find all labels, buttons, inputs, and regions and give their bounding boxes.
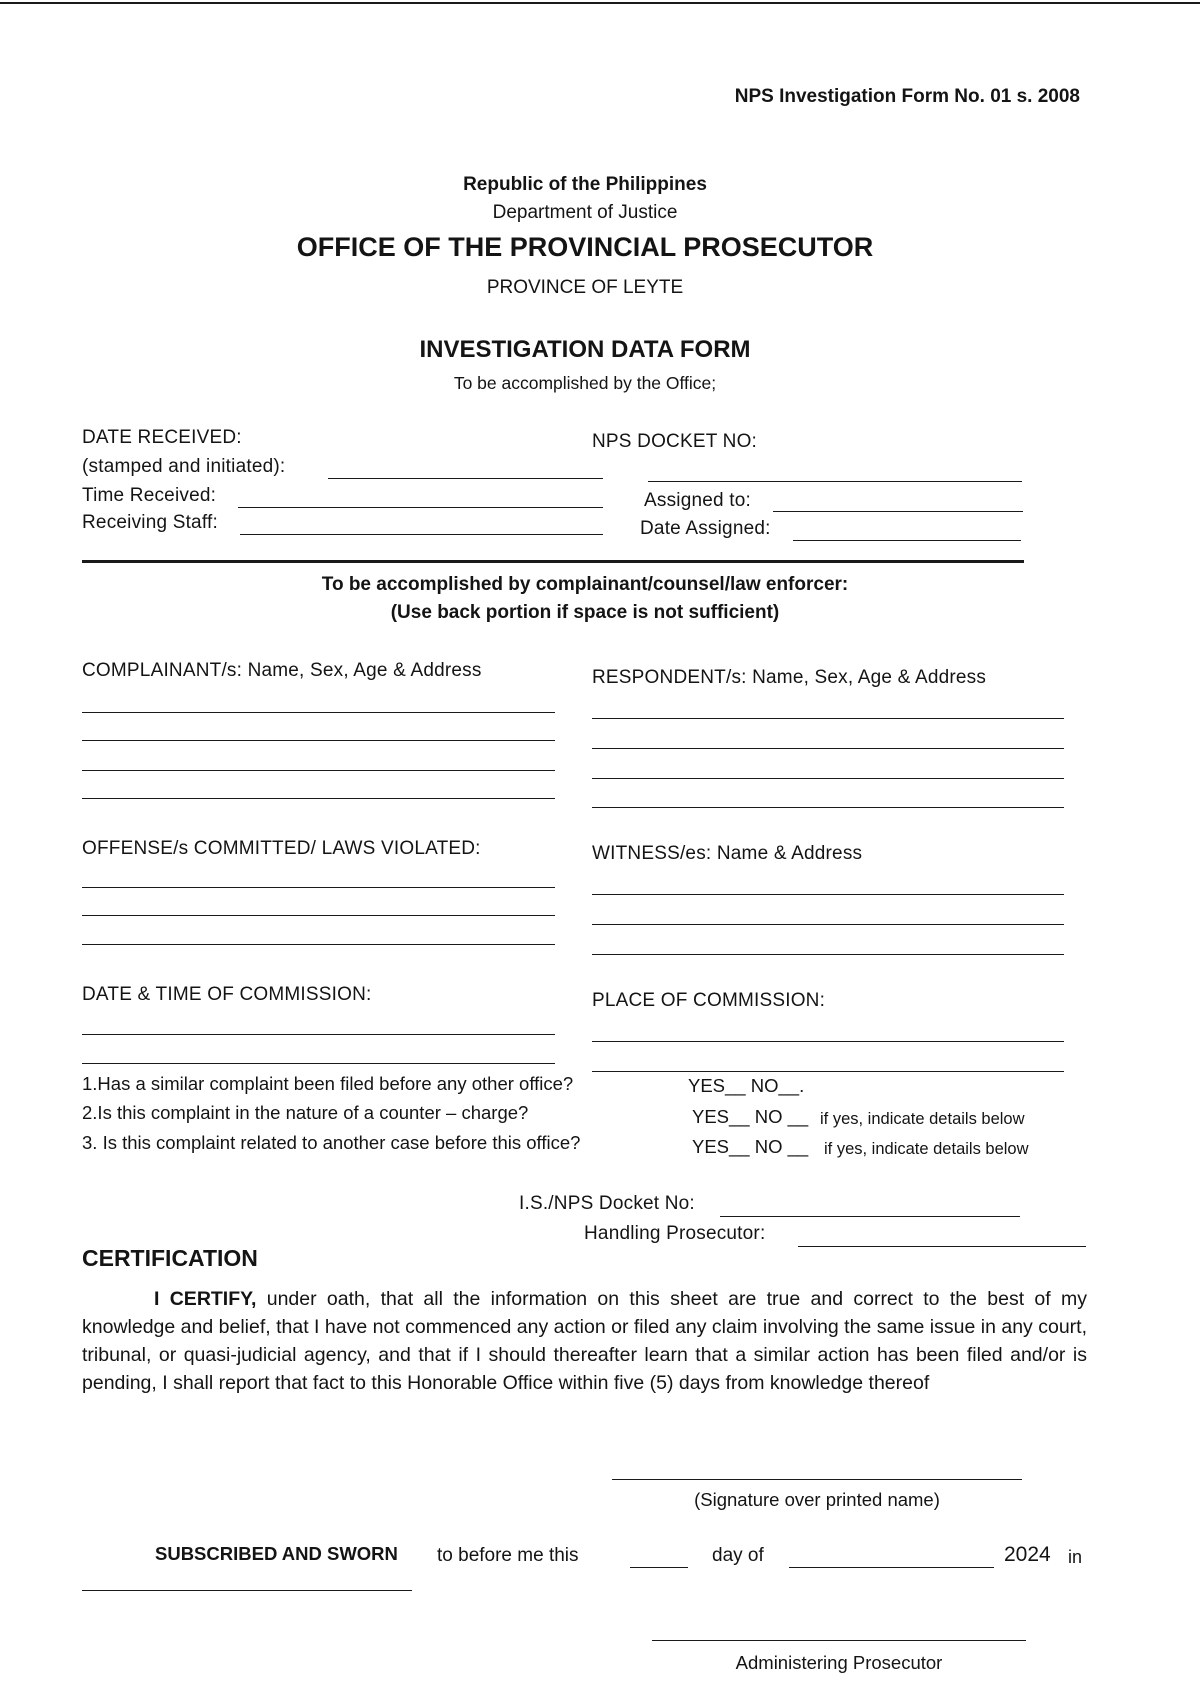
date-received-label: DATE RECEIVED: [82,427,242,448]
complainant-note: To be accomplished by complainant/counsel/law enforcer: [321,574,849,595]
offense-label: OFFENSE/s COMMITTED/ LAWS VIOLATED: [82,838,481,859]
header-office: OFFICE OF THE PROVINCIAL PROSECUTOR [296,232,874,262]
respondent-line-4[interactable] [592,807,1064,808]
question-3: 3. Is this complaint related to another case before this office? [82,1132,581,1153]
back-portion-note: (Use back portion if space is not sufficient) [390,602,780,623]
complainant-line-1[interactable] [82,712,555,713]
respondent-label: RESPONDENT/s: Name, Sex, Age & Address [592,667,987,688]
question-3-note: if yes, indicate details below [824,1140,1029,1158]
respondent-line-3[interactable] [592,778,1064,779]
subscribed-year: 2024 [1004,1543,1051,1566]
question-2: 2.Is this complaint in the nature of a counter – charge? [82,1102,529,1123]
question-1-answer[interactable]: YES__ NO__. [688,1075,805,1096]
date-time-line-1[interactable] [82,1034,555,1035]
offense-line-2[interactable] [82,915,555,916]
question-2-note: if yes, indicate details below [820,1110,1025,1128]
header-department: Department of Justice [492,202,678,223]
question-1: 1.Has a similar complaint been filed before any other office? [82,1073,574,1094]
is-docket-line[interactable] [720,1216,1020,1217]
certification-body [82,1285,1087,1397]
certification-heading: CERTIFICATION [82,1245,258,1271]
date-assigned-label: Date Assigned: [640,518,771,539]
receiving-staff-line[interactable] [240,534,603,535]
witness-label: WITNESS/es: Name & Address [592,843,863,864]
witness-line-3[interactable] [592,954,1064,955]
administering-label: Administering Prosecutor [735,1652,943,1673]
question-3-answer[interactable]: YES__ NO __ [692,1136,809,1157]
handling-prosecutor-label: Handling Prosecutor: [584,1223,766,1244]
certification-text: under oath, that all the information on this sheet are true and correct to the best of my knowledge and belief, that I have not commenced any action or filed any claim involving the same issue in any court, tribunal, or quasi-judicial agency, and that if I should thereafter learn that a similar action has been filed and/or is pending, I shall report that fact to this Honorable Office within five (5) days from knowledge thereof [82,1288,1087,1394]
office-note: To be accomplished by the Office; [453,373,717,393]
month-line[interactable] [789,1567,994,1568]
stamped-line[interactable] [328,478,603,479]
place-line-1[interactable] [592,1041,1064,1042]
assigned-to-line[interactable] [773,511,1023,512]
receiving-staff-label: Receiving Staff: [82,512,218,533]
offense-line-1[interactable] [82,887,555,888]
offense-line-3[interactable] [82,944,555,945]
respondent-line-1[interactable] [592,718,1064,719]
place-line-2[interactable] [592,1071,1064,1072]
signature-label: (Signature over printed name) [694,1489,940,1510]
administering-line[interactable] [652,1640,1026,1641]
place-label: PLACE OF COMMISSION: [592,990,826,1011]
date-assigned-line[interactable] [793,540,1021,541]
stamped-label: (stamped and initiated): [82,456,286,477]
complainant-line-2[interactable] [82,740,555,741]
date-time-label: DATE & TIME OF COMMISSION: [82,984,372,1005]
time-received-line[interactable] [238,507,603,508]
witness-line-2[interactable] [592,924,1064,925]
section-divider [82,560,1024,563]
signature-line[interactable] [612,1479,1022,1480]
top-border [0,2,1200,4]
witness-line-1[interactable] [592,894,1064,895]
date-time-line-2[interactable] [82,1063,555,1064]
form-number: NPS Investigation Form No. 01 s. 2008 [734,86,1080,107]
subscribed-lead: SUBSCRIBED AND SWORN [155,1543,398,1564]
respondent-line-2[interactable] [592,748,1064,749]
certify-lead: I CERTIFY, [154,1288,257,1310]
docket-no-label: NPS DOCKET NO: [592,431,758,452]
subscribed-to-before: to before me this [437,1545,579,1566]
question-2-answer[interactable]: YES__ NO __ [692,1106,809,1127]
time-received-label: Time Received: [82,485,217,506]
assigned-to-label: Assigned to: [644,490,751,511]
header-republic: Republic of the Philippines [463,174,707,195]
complainant-line-4[interactable] [82,798,555,799]
docket-no-line[interactable] [648,481,1022,482]
form-title: INVESTIGATION DATA FORM [419,336,751,363]
header-province: PROVINCE OF LEYTE [486,277,684,298]
subscribed-in: in [1068,1547,1083,1567]
is-docket-label: I.S./NPS Docket No: [519,1193,695,1214]
complainant-line-3[interactable] [82,770,555,771]
subscribed-day-of: day of [712,1545,764,1566]
day-line[interactable] [630,1567,688,1568]
complainant-label: COMPLAINANT/s: Name, Sex, Age & Address [82,660,482,681]
handling-prosecutor-line[interactable] [798,1246,1086,1247]
place-sworn-line[interactable] [82,1590,412,1591]
